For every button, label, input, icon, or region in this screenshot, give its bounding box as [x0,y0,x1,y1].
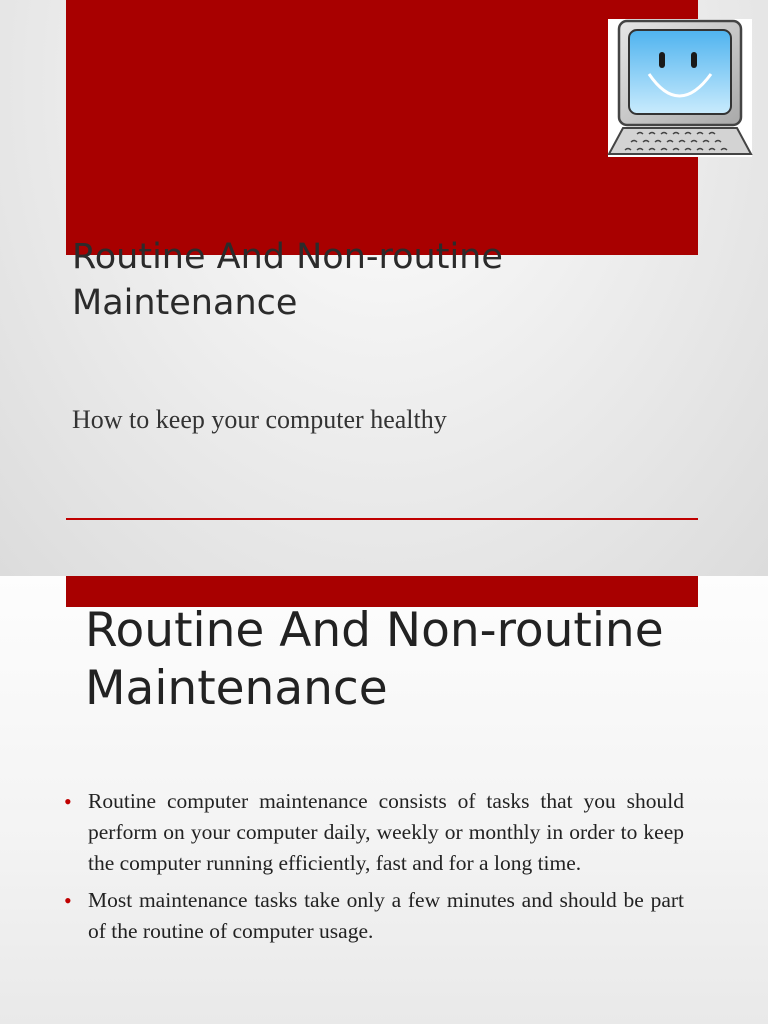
bullet-list [64,786,684,953]
slide-subtitle: How to keep your computer healthy [72,405,447,434]
list-item [64,786,684,879]
bullet-text: Most maintenance tasks take only a few minutes and should be part of the routine of computer usage. [88,888,684,943]
divider-line [66,518,698,520]
smiling-computer-icon [607,18,753,158]
bullet-marker: • [64,888,72,913]
list-item [64,885,684,947]
slide-title: Routine And Non-routine Maintenance [72,237,503,323]
slide-title: Routine And Non-routine Maintenance [85,603,664,716]
accent-block [66,0,698,255]
content-slide [0,576,768,1024]
bullet-marker: • [64,789,72,814]
bullet-text: Routine computer maintenance consists of tasks that you should perform on your computer daily, weekly or monthly in order to keep the computer running efficiently, fast and for a long time. [88,789,684,875]
